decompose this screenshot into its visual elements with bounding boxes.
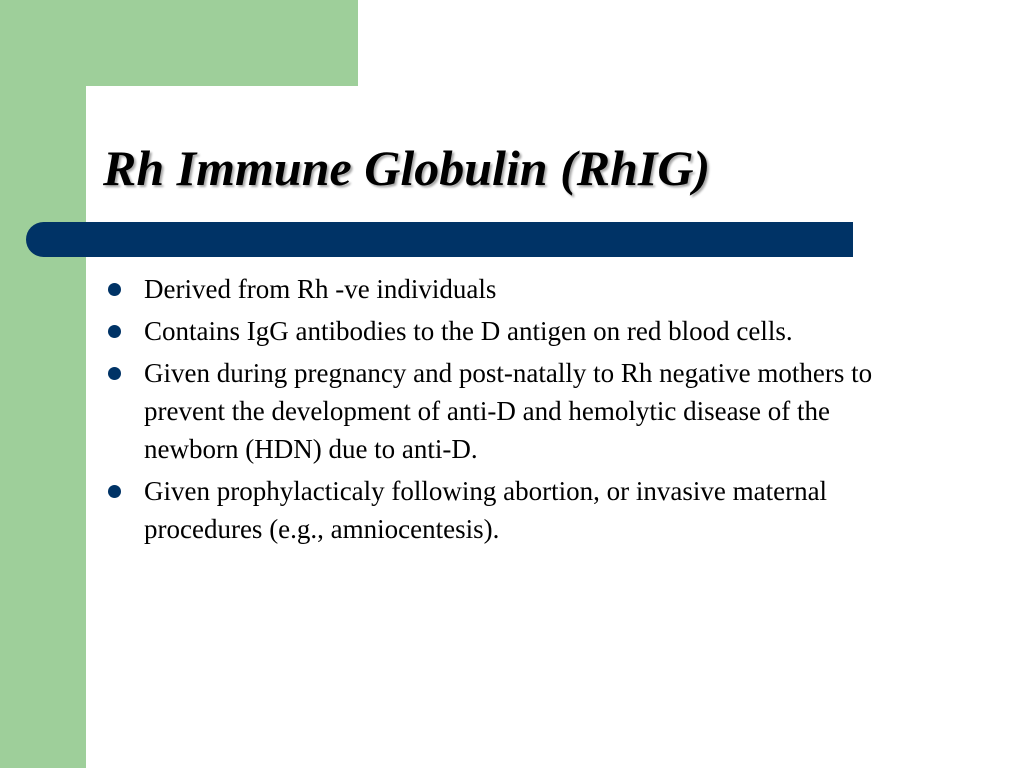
bullet-item [104, 472, 924, 548]
bullet-text: Derived from Rh -ve individuals [144, 274, 497, 304]
bullet-text: Given during pregnancy and post-natally to Rh negative mothers to prevent the development of anti-D and hemolytic disease of the newborn (HDN) due to anti-D. [144, 358, 873, 464]
bullet-dot-icon [108, 367, 121, 380]
bullet-dot-icon [108, 325, 121, 338]
bullet-dot-icon [108, 485, 121, 498]
bullet-text: Contains IgG antibodies to the D antigen on red blood cells. [144, 316, 793, 346]
bullet-item [104, 270, 924, 308]
green-accent-top [0, 0, 358, 86]
bullet-item [104, 354, 924, 468]
bullet-dot-icon [108, 283, 121, 296]
bullet-item [104, 312, 924, 350]
green-accent-left [0, 0, 86, 768]
bullet-list [104, 270, 924, 552]
title-underline-bar [26, 222, 853, 257]
bullet-text: Given prophylacticaly following abortion, or invasive maternal procedures (e.g., amniocentesis). [144, 476, 828, 544]
slide-title: Rh Immune Globulin (RhIG) [103, 140, 711, 196]
